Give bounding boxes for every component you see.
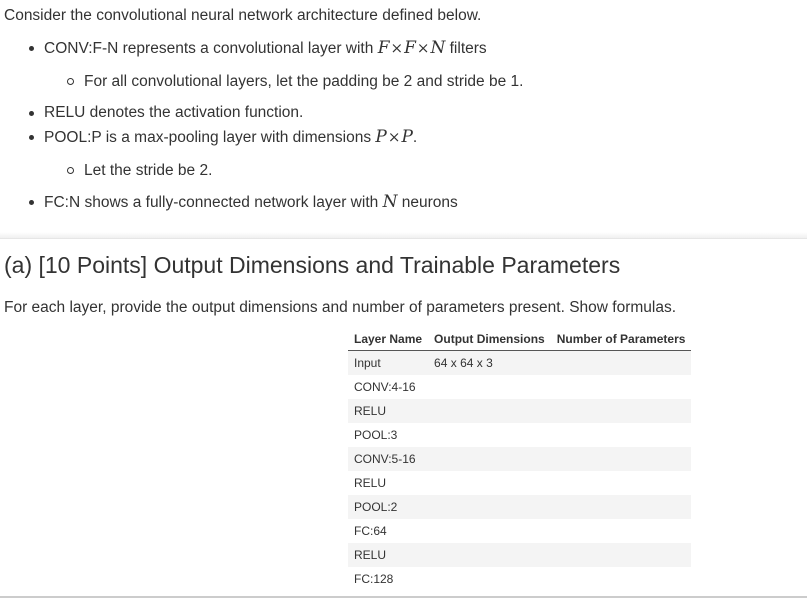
conv-padding-note: For all convolutional layers, let the padding be 2 and stride be 1. — [44, 72, 804, 92]
layer-name-cell: CONV:5-16 — [348, 447, 428, 471]
math-f: F — [404, 38, 416, 58]
fc-text: FC:N shows a fully-connected network layer with — [44, 194, 379, 211]
math-times: × — [390, 39, 404, 57]
params-cell — [551, 447, 692, 471]
pool-definition — [4, 127, 804, 181]
params-cell — [551, 351, 692, 376]
header-output-dimensions: Output Dimensions — [428, 328, 551, 351]
math-times: × — [387, 128, 401, 146]
table-row — [348, 399, 691, 423]
table-row — [348, 351, 691, 376]
header-layer-name: Layer Name — [348, 328, 428, 351]
table-row — [348, 543, 691, 567]
section-divider — [0, 232, 807, 239]
layer-name-cell: RELU — [354, 476, 387, 490]
pool-text: POOL:P is a max-pooling layer with dimensions — [44, 129, 372, 146]
definition-list — [4, 38, 804, 213]
math-n: N — [430, 38, 446, 58]
output-cell — [428, 495, 551, 519]
section-description: For each layer, provide the output dimensions and number of parameters present. Show formulas. — [4, 299, 677, 316]
output-cell — [428, 543, 551, 567]
params-cell — [551, 375, 692, 399]
layer-name-cell: POOL:3 — [354, 428, 398, 442]
params-cell — [551, 519, 692, 543]
conv-definition — [4, 38, 804, 92]
layer-name-cell: FC:128 — [354, 572, 394, 586]
math-n: N — [382, 192, 398, 212]
params-cell — [551, 471, 692, 495]
pool-stride-note: Let the stride be 2. — [44, 161, 804, 181]
fc-definition — [4, 192, 804, 213]
fc-suffix: neurons — [401, 194, 458, 211]
intro-text: Consider the convolutional neural network architecture defined below. — [4, 7, 482, 24]
conv-text: CONV:F-N represents a convolutional layer with — [44, 40, 374, 57]
output-cell: 64 x 64 x 3 — [428, 351, 551, 376]
table-row — [348, 519, 691, 543]
math-times: × — [416, 39, 430, 57]
table-row — [348, 423, 691, 447]
layer-name-cell: RELU — [348, 543, 428, 567]
pool-sublist — [44, 161, 804, 181]
layer-name-cell: CONV:4-16 — [354, 380, 416, 394]
table-row — [348, 375, 691, 399]
params-cell — [551, 567, 692, 591]
output-cell — [428, 447, 551, 471]
math-p: P — [375, 127, 387, 147]
table-row — [348, 567, 691, 591]
output-cell — [428, 567, 551, 591]
relu-definition: RELU denotes the activation function. — [4, 103, 804, 123]
params-cell — [551, 543, 692, 567]
problem-intro — [4, 6, 804, 213]
params-cell — [551, 399, 692, 423]
conv-suffix: filters — [449, 40, 487, 57]
output-cell — [428, 423, 551, 447]
bottom-divider — [0, 596, 807, 598]
math-f: F — [377, 38, 390, 58]
output-cell — [428, 375, 551, 399]
table-row — [348, 495, 691, 519]
output-cell — [428, 519, 551, 543]
header-number-of-parameters: Number of Parameters — [551, 328, 692, 351]
params-cell — [551, 495, 692, 519]
layer-name-cell: Input — [348, 351, 428, 376]
section-title: (a) [10 Points] Output Dimensions and Trainable Parameters — [4, 252, 621, 278]
params-cell — [551, 423, 692, 447]
layer-name-cell: RELU — [348, 399, 428, 423]
conv-sublist — [44, 72, 804, 92]
output-cell — [428, 399, 551, 423]
table-header-row — [348, 328, 691, 351]
layer-name-cell: POOL:2 — [348, 495, 428, 519]
math-p: P — [401, 127, 413, 147]
pool-suffix: . — [412, 129, 418, 146]
output-cell — [428, 471, 551, 495]
table-row — [348, 471, 691, 495]
layer-name-cell: FC:64 — [354, 524, 387, 538]
table-row — [348, 447, 691, 471]
layer-table — [348, 328, 691, 591]
